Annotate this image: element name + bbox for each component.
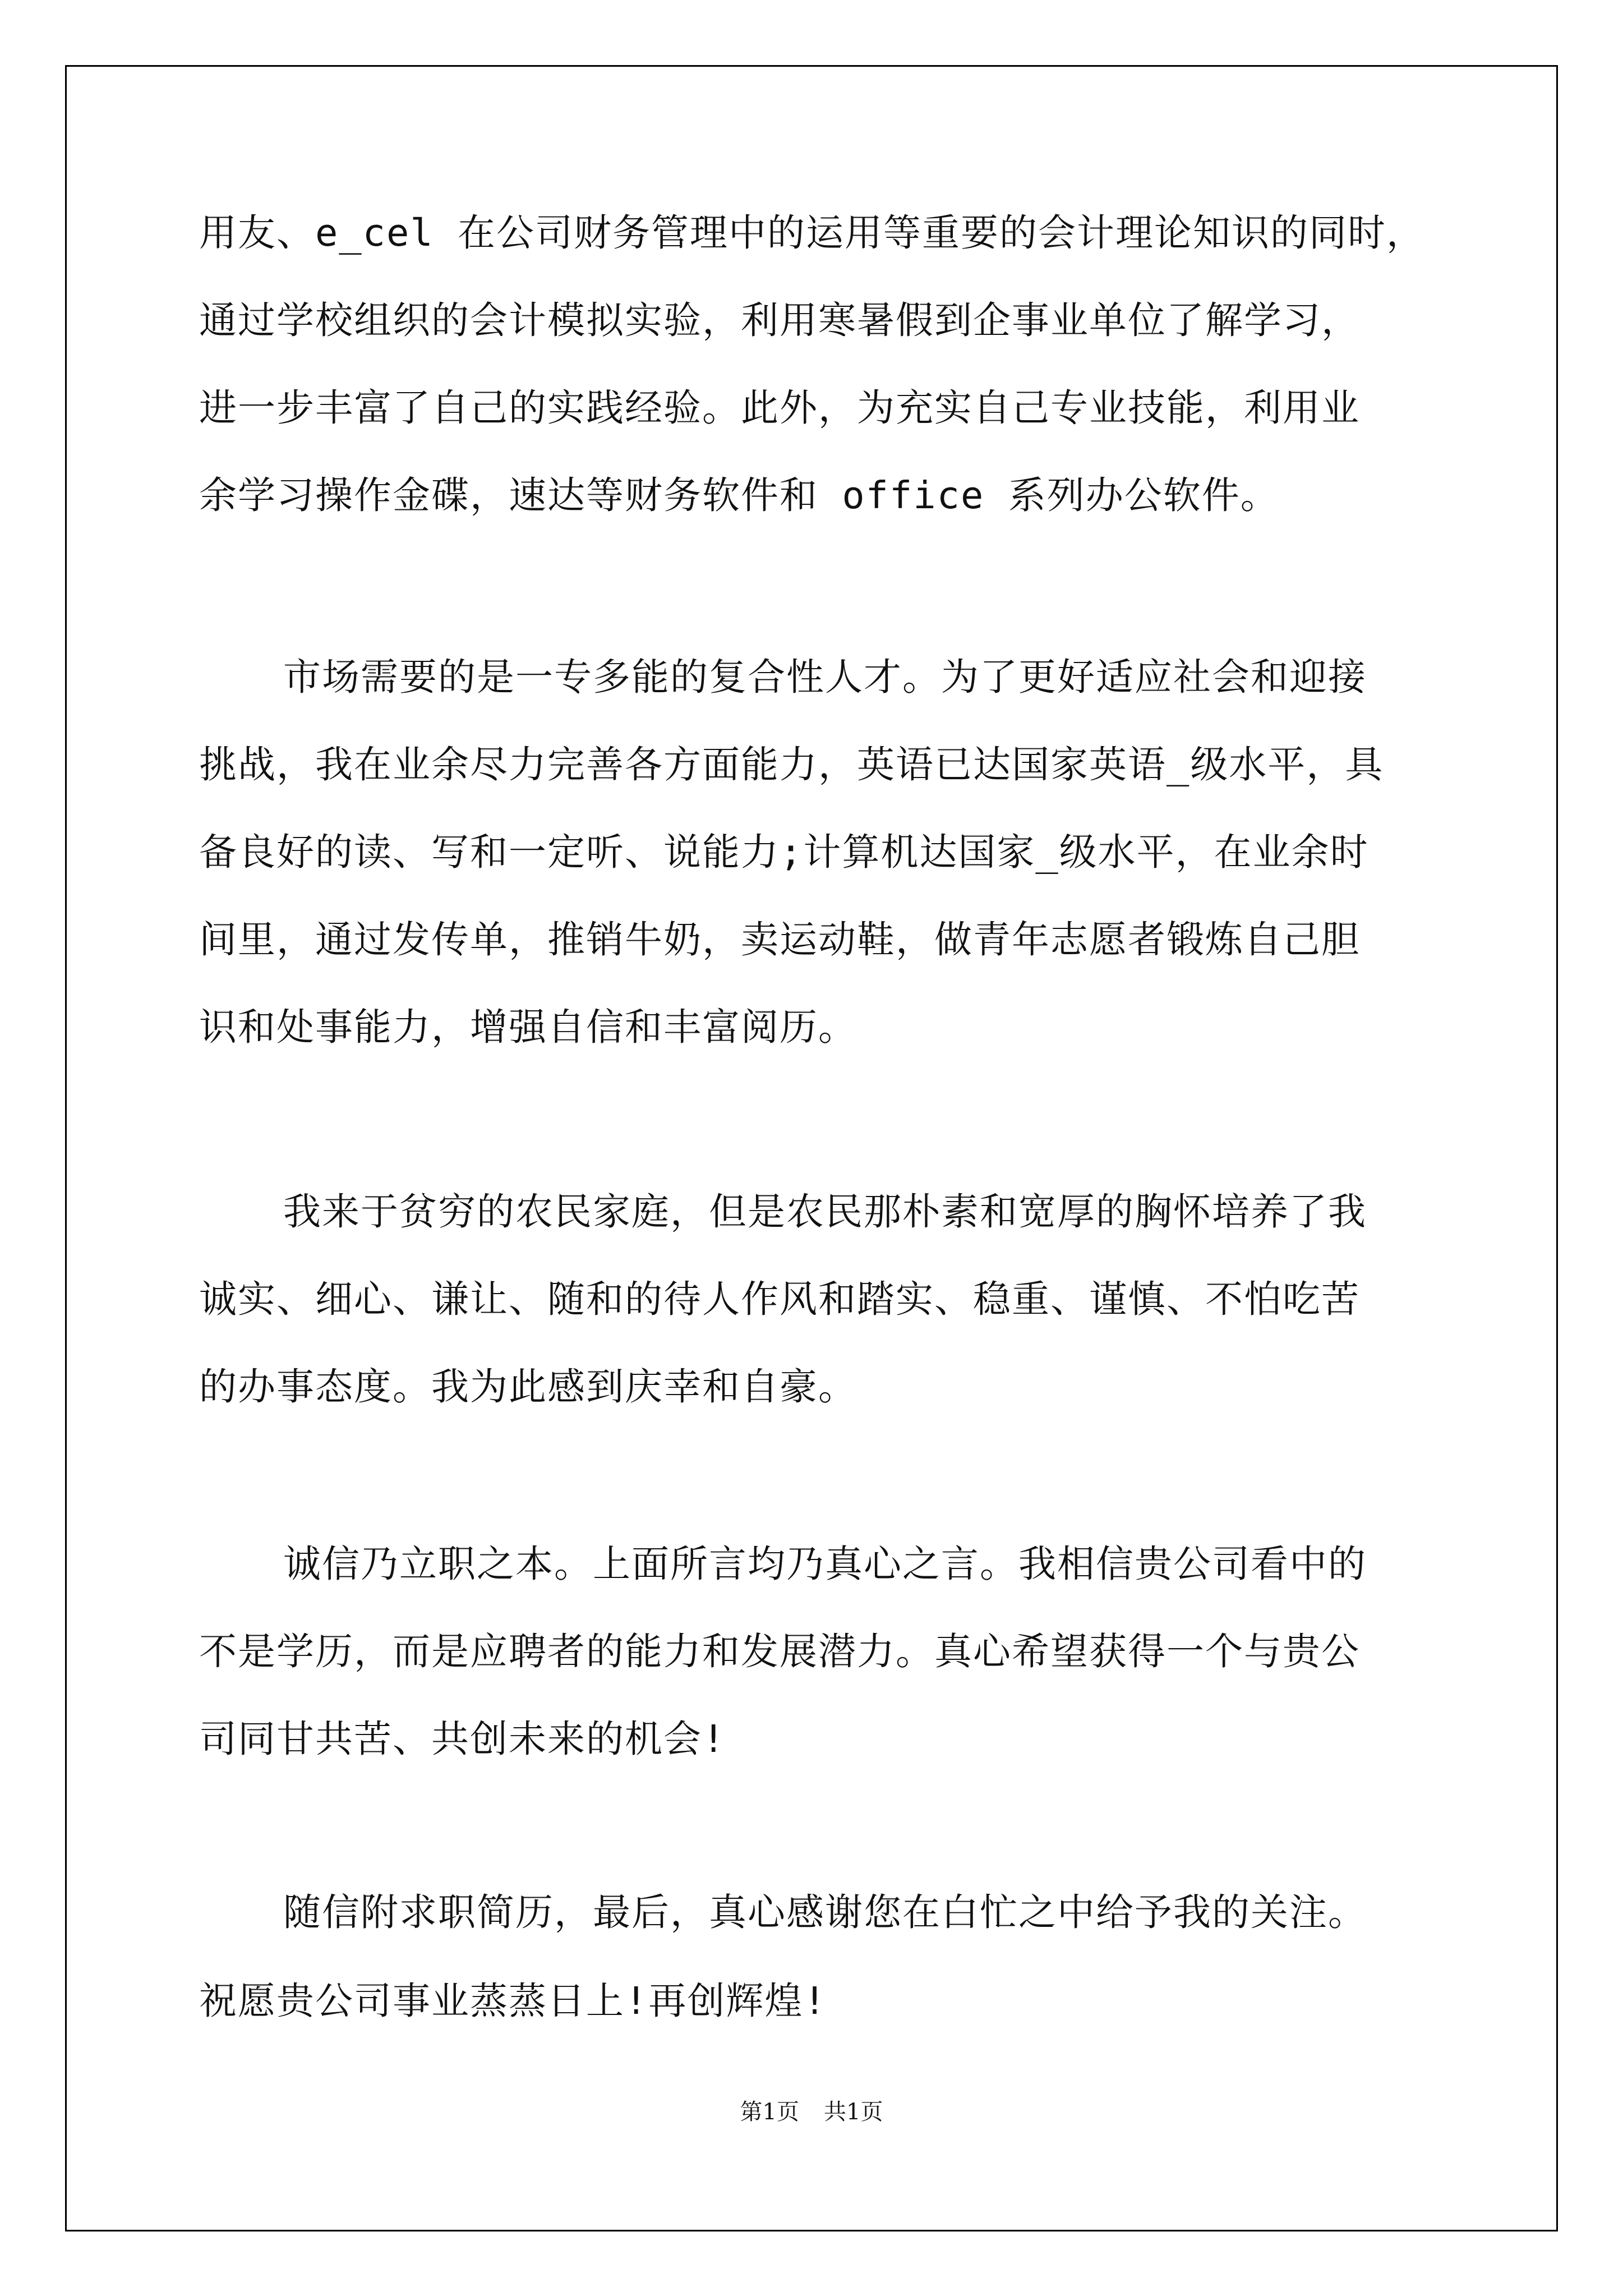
text-line: 余学习操作金碟，速达等财务软件和 office 系列办公软件。 (199, 473, 1279, 517)
page-total: 共1页 (824, 2099, 883, 2125)
paragraph-start-line: 我来于贫穷的农民家庭，但是农民那朴素和宽厚的胸怀培养了我 (283, 1190, 1367, 1234)
text-line: 识和处事能力，增强自信和丰富阅历。 (199, 1005, 857, 1049)
text-line: 备良好的读、写和一定听、说能力;计算机达国家_级水平，在业余时 (199, 830, 1369, 874)
page-number: 第1页 (740, 2099, 799, 2125)
paragraph-start-line: 市场需要的是一专多能的复合性人才。为了更好适应社会和迎接 (283, 655, 1367, 699)
paragraph-start-line: 诚信乃立职之本。上面所言均乃真心之言。我相信贵公司看中的 (283, 1542, 1367, 1586)
paragraph-start-line: 随信附求职简历，最后，真心感谢您在白忙之中给予我的关注。 (283, 1890, 1367, 1934)
text-line: 挑战，我在业余尽力完善各方面能力，英语已达国家英语_级水平，具 (199, 743, 1384, 786)
text-line: 祝愿贵公司事业蒸蒸日上!再创辉煌! (199, 1979, 827, 2023)
page-footer (0, 2098, 1623, 2126)
text-line: 用友、e_cel 在公司财务管理中的运用等重要的会计理论知识的同时， (199, 211, 1426, 255)
text-line: 进一步丰富了自己的实践经验。此外，为充实自己专业技能，利用业 (199, 386, 1360, 430)
text-line: 的办事态度。我为此感到庆幸和自豪。 (199, 1365, 857, 1409)
text-line: 不是学历，而是应聘者的能力和发展潜力。真心希望获得一个与贵公 (199, 1630, 1360, 1673)
text-line: 司同甘共苦、共创未来的机会! (199, 1717, 726, 1761)
text-line: 间里，通过发传单，推销牛奶，卖运动鞋，做青年志愿者锻炼自己胆 (199, 918, 1360, 961)
text-line: 通过学校组织的会计模拟实验，利用寒暑假到企事业单位了解学习， (199, 298, 1360, 342)
text-line: 诚实、细心、谦让、随和的待人作风和踏实、稳重、谨慎、不怕吃苦 (199, 1277, 1360, 1321)
